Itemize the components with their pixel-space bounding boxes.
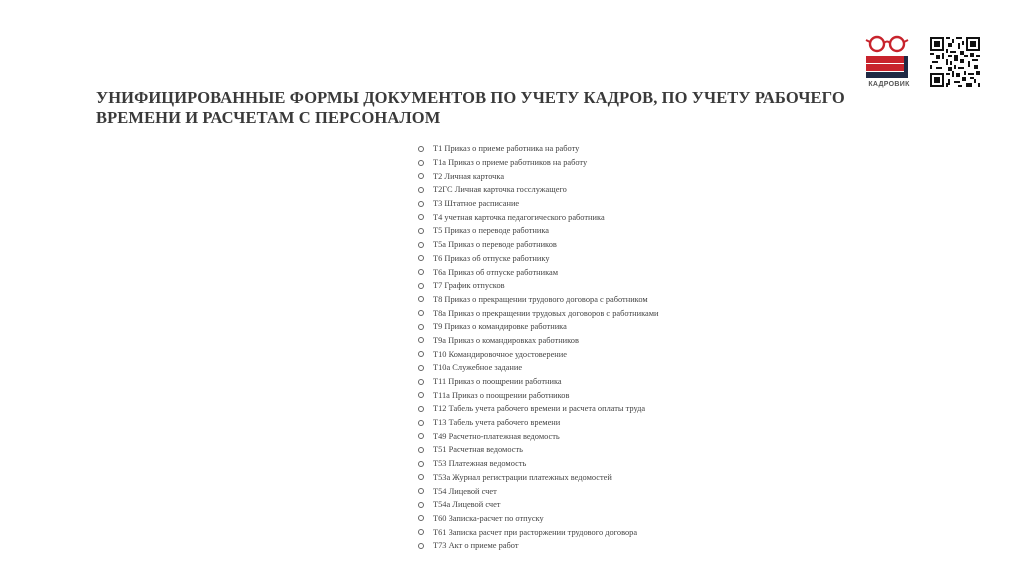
list-item-label: Т1а Приказ о приеме работников на работу [433,158,588,168]
list-item [418,498,659,512]
bullet-icon [418,324,424,330]
list-item [418,252,659,266]
bullet-icon [418,379,424,385]
kadrovik-logo [860,34,918,90]
logo-caption: КАДРОВИК [868,81,910,88]
bullet-icon [418,201,424,207]
list-item [418,539,659,553]
bullet-icon [418,365,424,371]
list-item-label: Т8а Приказ о прекращении трудовых договоров с работниками [433,308,659,318]
bullet-icon [418,515,424,521]
list-item [418,361,659,375]
list-item-label: Т54а Лицевой счет [433,500,501,510]
qr-code-icon [930,37,980,87]
list-item-label: Т51 Расчетная ведомость [433,445,523,455]
list-item [418,429,659,443]
list-item [418,238,659,252]
bullet-icon [418,160,424,166]
list-item-label: Т61 Записка расчет при расторжении трудового договора [433,527,638,537]
list-item-label: Т5а Приказ о переводе работников [433,240,557,250]
bullet-icon [418,474,424,480]
list-item-label: Т4 учетная карточка педагогического работника [433,212,605,222]
list-item [418,293,659,307]
list-item [418,416,659,430]
list-item-label: Т6 Приказ об отпуске работнику [433,253,550,263]
list-item-label: Т2 Личная карточка [433,171,505,181]
list-item [418,142,659,156]
bullet-icon [418,228,424,234]
bullet-icon [418,502,424,508]
list-item [418,334,659,348]
list-item [418,525,659,539]
list-item [418,512,659,526]
bullet-icon [418,269,424,275]
list-item-label: Т53 Платежная ведомость [433,459,527,469]
list-item-label: Т60 Записка-расчет по отпуску [433,513,544,523]
list-item-label: Т10 Командировочное удостоверение [433,349,567,359]
bullet-icon [418,351,424,357]
bullet-icon [418,283,424,289]
bullet-icon [418,173,424,179]
bullet-icon [418,488,424,494]
list-item-label: Т2ГС Личная карточка госслужащего [433,185,567,195]
list-item-label: Т5 Приказ о переводе работника [433,226,550,236]
list-item [418,388,659,402]
list-item [418,306,659,320]
bullet-icon [418,146,424,152]
list-item-label: Т11 Приказ о поощрении работника [433,377,562,387]
list-item-label: Т7 График отпусков [433,281,505,291]
bullet-icon [418,214,424,220]
list-item [418,375,659,389]
list-item-label: Т54 Лицевой счет [433,486,497,496]
list-item [418,169,659,183]
list-item [418,279,659,293]
list-item-label: Т1 Приказ о приеме работника на работу [433,144,580,154]
list-item [418,265,659,279]
list-item [418,183,659,197]
list-item [418,402,659,416]
list-item [418,457,659,471]
bullet-icon [418,310,424,316]
bullet-icon [418,406,424,412]
bullet-icon [418,242,424,248]
list-item [418,347,659,361]
list-item [418,471,659,485]
bullet-icon [418,187,424,193]
list-item [418,224,659,238]
bullet-icon [418,461,424,467]
list-item-label: Т53а Журнал регистрации платежных ведомостей [433,472,612,482]
list-item-label: Т10а Служебное задание [433,363,523,373]
list-item-label: Т12 Табель учета рабочего времени и расчета оплаты труда [433,404,646,414]
list-item-label: Т8 Приказ о прекращении трудового договора с работником [433,294,648,304]
bullet-icon [418,420,424,426]
list-item [418,156,659,170]
bullet-icon [418,337,424,343]
list-item-label: Т11а Приказ о поощрении работников [433,390,570,400]
list-item-label: Т3 Штатное расписание [433,199,520,209]
list-item-label: Т73 Акт о приеме работ [433,541,519,551]
bullet-icon [418,433,424,439]
bullet-icon [418,392,424,398]
glasses-books-icon [860,34,918,82]
bullet-icon [418,447,424,453]
list-item [418,443,659,457]
list-item-label: Т6а Приказ об отпуске работникам [433,267,559,277]
list-item-label: Т13 Табель учета рабочего времени [433,418,561,428]
list-item [418,484,659,498]
bullet-icon [418,543,424,549]
bullet-icon [418,529,424,535]
list-item [418,320,659,334]
list-item [418,210,659,224]
list-item-label: Т9а Приказ о командировках работников [433,335,579,345]
list-item [418,197,659,211]
forms-list [418,142,659,553]
page-title: УНИФИЦИРОВАННЫЕ ФОРМЫ ДОКУМЕНТОВ ПО УЧЕТУ КАДРОВ, ПО УЧЕТУ РАБОЧЕГО ВРЕМЕНИ И РАСЧЕТАМ С ПЕРСОНАЛОМ [96,88,845,127]
list-item-label: Т49 Расчетно-платежная ведомость [433,431,560,441]
bullet-icon [418,255,424,261]
list-item-label: Т9 Приказ о командировке работника [433,322,567,332]
bullet-icon [418,296,424,302]
